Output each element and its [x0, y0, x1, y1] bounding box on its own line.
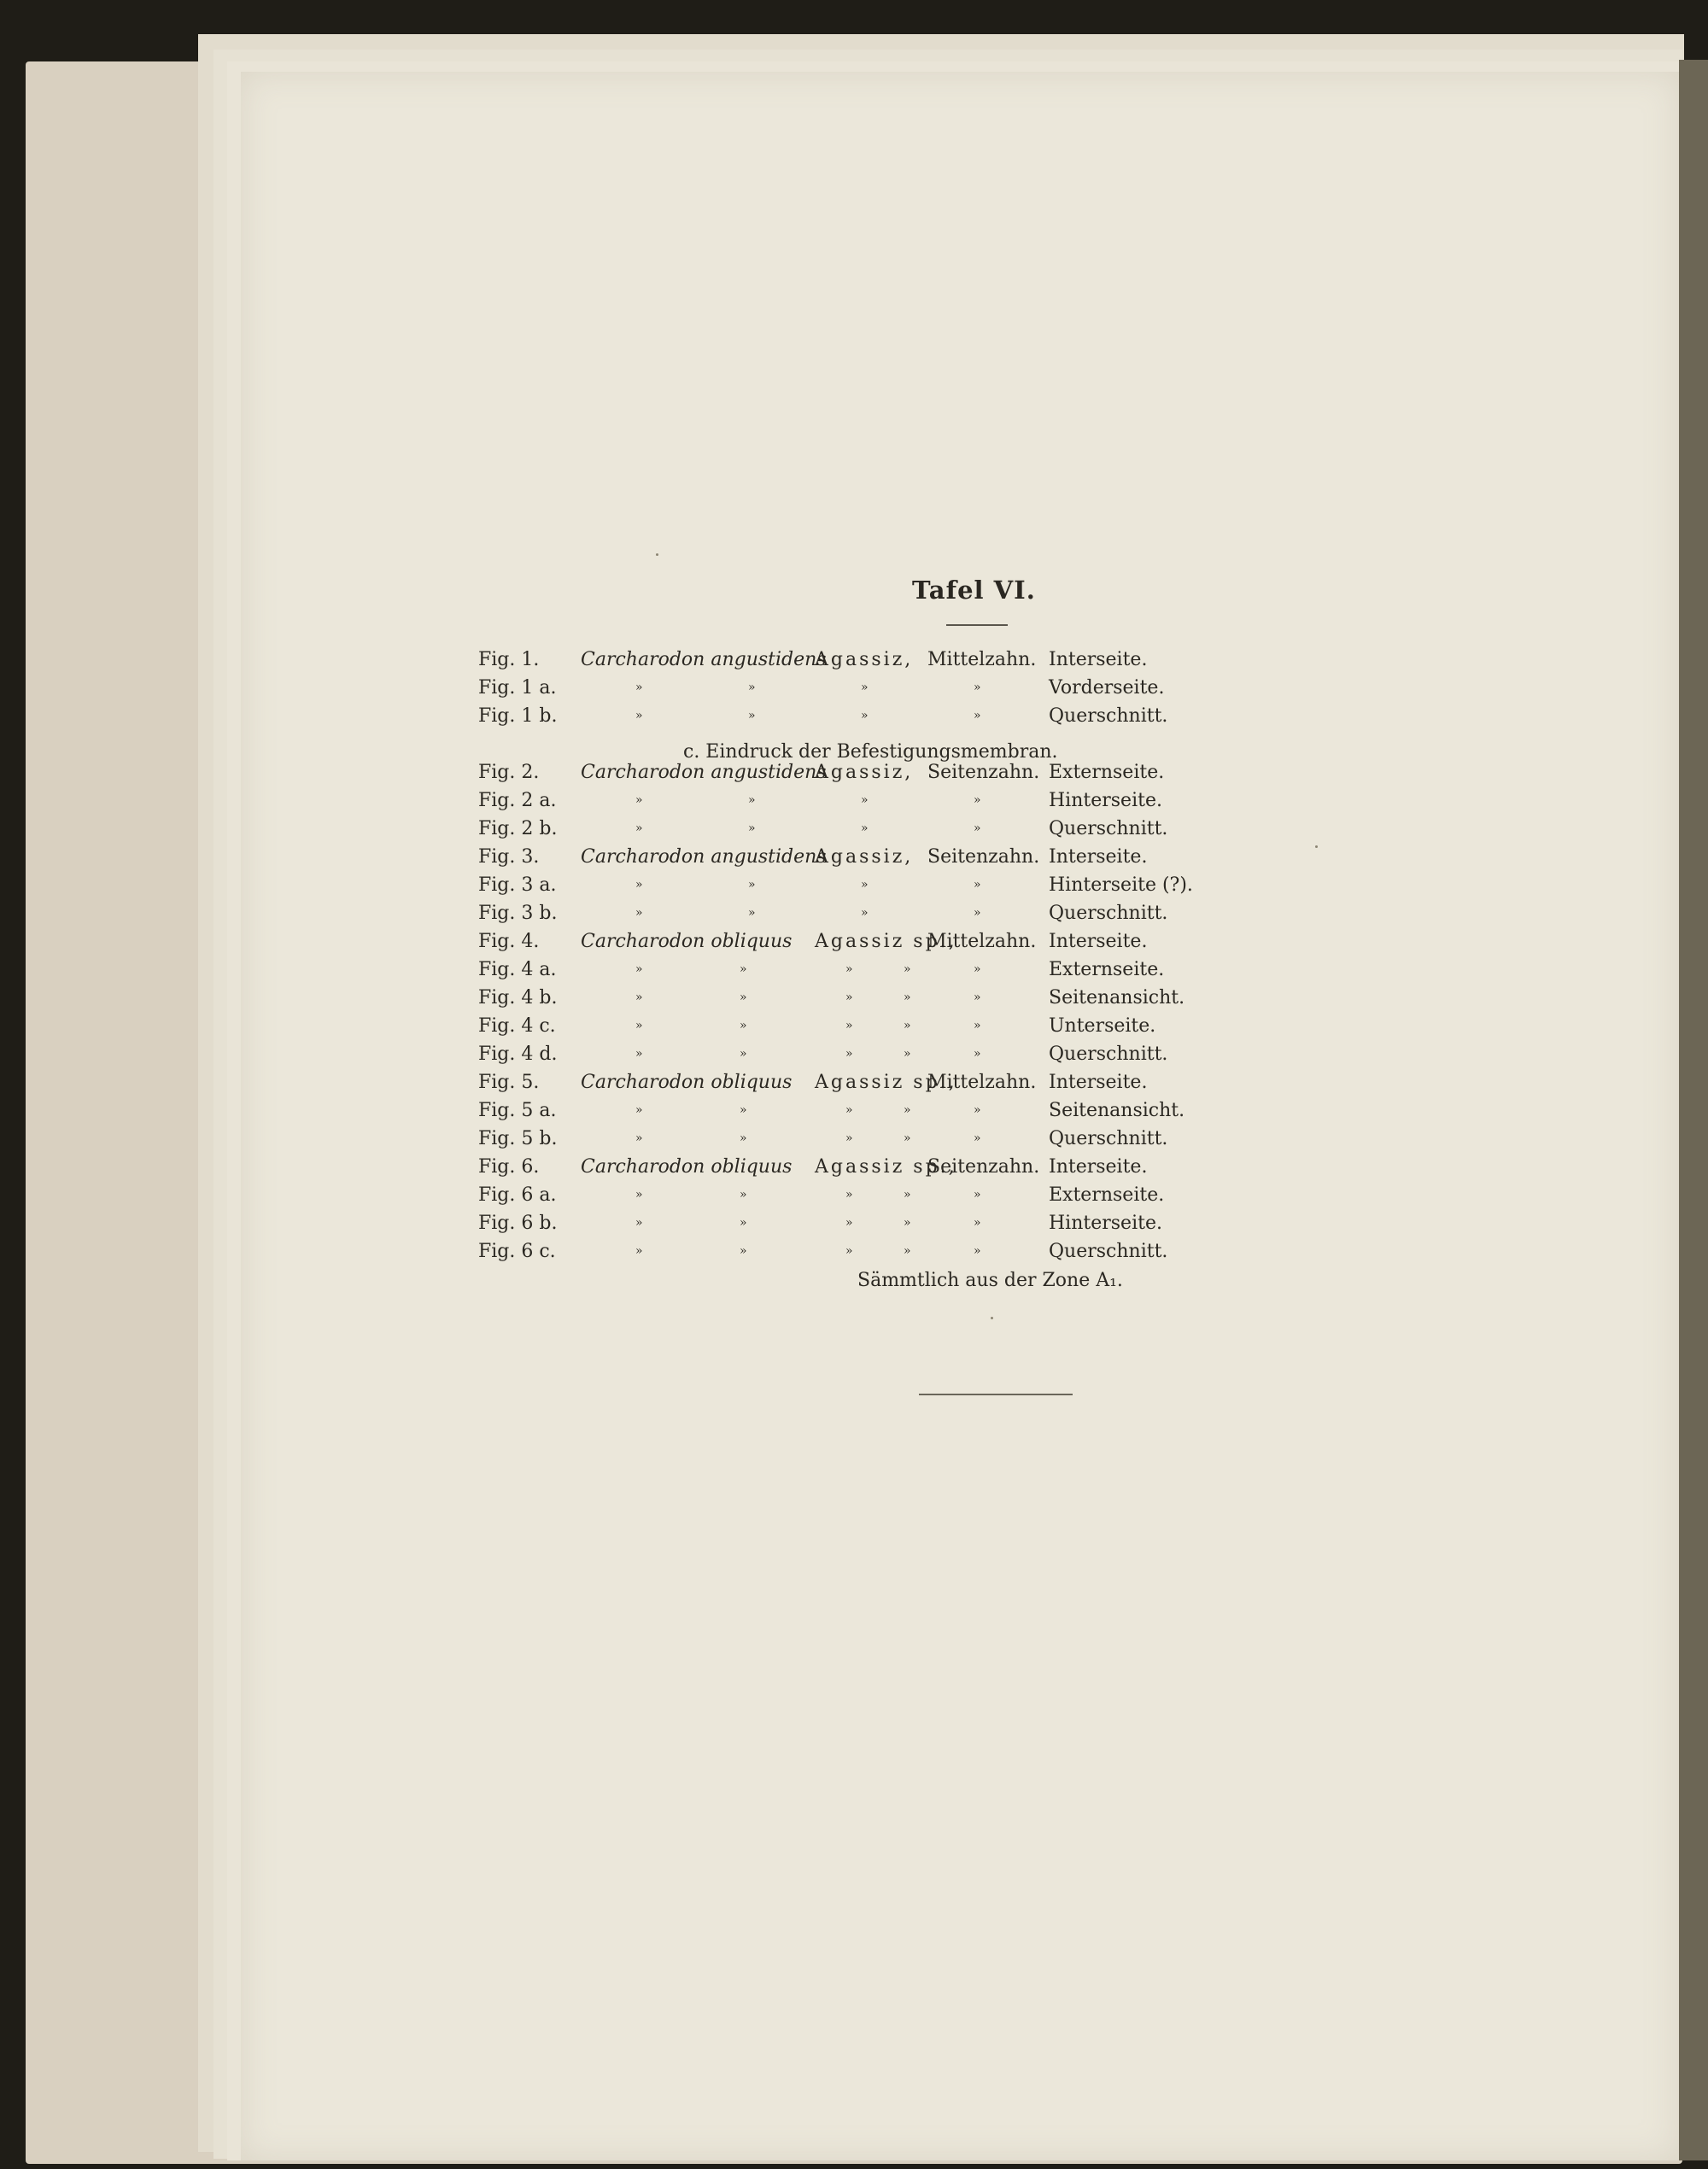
legend-view: Querschnitt. [1049, 1241, 1168, 1262]
ditto-mark: » [974, 1131, 981, 1145]
figure-number: Fig. 5 a. [478, 1100, 557, 1121]
ditto-mark: » [740, 1047, 747, 1061]
ditto-mark: » [635, 962, 643, 976]
legend-view: Querschnitt. [1049, 705, 1168, 727]
figure-number: Fig. 4 d. [478, 1044, 558, 1065]
legend-row [478, 1096, 1247, 1125]
figure-number: Fig. 2 a. [478, 790, 557, 811]
legend-tooth: Seitenzahn. [927, 762, 1040, 783]
legend-tooth: Mittelzahn. [927, 931, 1037, 952]
figure-number: Fig. 4. [478, 931, 540, 952]
ditto-mark: » [635, 991, 643, 1004]
legend-row [478, 646, 1247, 674]
ditto-mark: » [974, 1047, 981, 1061]
ditto-mark: » [845, 1019, 853, 1032]
figure-number: Fig. 1 b. [478, 705, 558, 727]
ditto-mark: » [974, 1244, 981, 1258]
ditto-mark: » [974, 793, 981, 807]
ditto-mark: » [904, 1103, 911, 1117]
legend-tooth: Mittelzahn. [927, 1072, 1037, 1093]
ditto-mark: » [974, 878, 981, 892]
legend-view: Externseite. [1049, 959, 1165, 980]
legend-species: Carcharodon angustidens [581, 846, 827, 868]
ditto-mark: » [861, 878, 869, 892]
legend-view: Seitenansicht. [1049, 1100, 1185, 1121]
ditto-mark: » [635, 1216, 643, 1230]
ditto-mark: » [974, 906, 981, 920]
legend-tooth: Mittelzahn. [927, 649, 1037, 670]
ditto-mark: » [635, 1131, 643, 1145]
legend-row [478, 674, 1247, 702]
paper-speck [656, 553, 658, 556]
ditto-mark: » [635, 709, 643, 722]
figure-number: Fig. 1 a. [478, 677, 557, 699]
legend-row [478, 786, 1247, 815]
legend-view: Hinterseite. [1049, 790, 1162, 811]
figure-number: Fig. 6. [478, 1156, 540, 1178]
ditto-mark: » [748, 793, 756, 807]
ditto-mark: » [845, 962, 853, 976]
ditto-mark: » [974, 709, 981, 722]
ditto-mark: » [740, 991, 747, 1004]
legend-row [478, 1153, 1247, 1181]
ditto-mark: » [904, 1244, 911, 1258]
ditto-mark: » [904, 1216, 911, 1230]
legend-row [478, 1237, 1247, 1266]
figure-number: Fig. 4 c. [478, 1015, 556, 1037]
ditto-mark: » [635, 1244, 643, 1258]
legend-species: Carcharodon angustidens [581, 649, 827, 670]
legend-view: Interseite. [1049, 1072, 1148, 1093]
ditto-mark: » [635, 681, 643, 694]
legend-view: Seitenansicht. [1049, 987, 1185, 1008]
legend-species: Carcharodon obliquus [581, 931, 793, 952]
legend-view: Interseite. [1049, 1156, 1148, 1178]
ditto-mark: » [845, 1188, 853, 1201]
legend-author: Agassiz sp., [815, 1156, 957, 1178]
ditto-mark: » [740, 1216, 747, 1230]
legend-author: Agassiz, [815, 762, 914, 783]
ditto-mark: » [740, 1188, 747, 1201]
legend-row [478, 1181, 1247, 1209]
legend-author: Agassiz, [815, 846, 914, 868]
ditto-mark: » [635, 793, 643, 807]
ditto-mark: » [740, 1131, 747, 1145]
legend-row [478, 871, 1247, 899]
plate-title: Tafel VI. [912, 576, 1036, 605]
ditto-mark: » [635, 821, 643, 835]
figure-number: Fig. 3 a. [478, 874, 557, 896]
legend-view: Hinterseite. [1049, 1213, 1162, 1234]
legend-row [478, 899, 1247, 927]
ditto-mark: » [635, 1103, 643, 1117]
ditto-mark: » [974, 681, 981, 694]
figure-number: Fig. 6 b. [478, 1213, 558, 1234]
ditto-mark: » [748, 709, 756, 722]
legend-view: Interseite. [1049, 649, 1148, 670]
ditto-mark: » [845, 1131, 853, 1145]
ditto-mark: » [748, 878, 756, 892]
ditto-mark: » [740, 962, 747, 976]
ditto-mark: » [974, 1216, 981, 1230]
zone-note: Sämmtlich aus der Zone A₁. [857, 1270, 1123, 1291]
legend-row [478, 956, 1247, 984]
ditto-mark: » [904, 962, 911, 976]
ditto-mark: » [635, 1188, 643, 1201]
figure-number: Fig. 2. [478, 762, 540, 783]
legend-author: Agassiz, [815, 649, 914, 670]
legend-tooth: Seitenzahn. [927, 846, 1040, 868]
legend-row [478, 815, 1247, 843]
legend-row [478, 1068, 1247, 1096]
ditto-mark: » [904, 1019, 911, 1032]
ditto-mark: » [904, 1188, 911, 1201]
figure-number: Fig. 5 b. [478, 1128, 558, 1149]
figure-number: Fig. 5. [478, 1072, 540, 1093]
ditto-mark: » [635, 1019, 643, 1032]
ditto-mark: » [845, 1244, 853, 1258]
ditto-mark: » [861, 709, 869, 722]
figure-number: Fig. 6 c. [478, 1241, 556, 1262]
legend-view: Querschnitt. [1049, 903, 1168, 924]
ditto-mark: » [861, 906, 869, 920]
ditto-mark: » [974, 1019, 981, 1032]
figure-legend-list [478, 646, 1247, 1266]
legend-author: Agassiz sp., [815, 1072, 957, 1093]
ditto-mark: » [904, 1131, 911, 1145]
legend-row [478, 984, 1247, 1012]
ditto-mark: » [861, 681, 869, 694]
figure-number: Fig. 3 b. [478, 903, 558, 924]
legend-view: Externseite. [1049, 762, 1165, 783]
legend-view: Querschnitt. [1049, 818, 1168, 839]
legend-view: Querschnitt. [1049, 1044, 1168, 1065]
legend-view: Querschnitt. [1049, 1128, 1168, 1149]
ditto-mark: » [974, 1188, 981, 1201]
ditto-mark: » [904, 991, 911, 1004]
legend-author: Agassiz sp., [815, 931, 957, 952]
ditto-mark: » [740, 1103, 747, 1117]
end-rule [919, 1394, 1073, 1395]
figure-number: Fig. 2 b. [478, 818, 558, 839]
ditto-mark: » [861, 821, 869, 835]
legend-view: Interseite. [1049, 931, 1148, 952]
title-rule [946, 624, 1008, 626]
legend-species: Carcharodon obliquus [581, 1156, 793, 1178]
legend-species: Carcharodon angustidens [581, 762, 827, 783]
paper-speck [1315, 845, 1318, 848]
paper-speck [991, 1317, 993, 1319]
ditto-mark: » [635, 1047, 643, 1061]
legend-row [478, 843, 1247, 871]
impression-note: c. Eindruck der Befestigungsmembran. [683, 741, 1058, 763]
ditto-mark: » [974, 1103, 981, 1117]
ditto-mark: » [748, 906, 756, 920]
ditto-mark: » [904, 1047, 911, 1061]
legend-tooth: Seitenzahn. [927, 1156, 1040, 1178]
ditto-mark: » [845, 1216, 853, 1230]
figure-number: Fig. 4 a. [478, 959, 557, 980]
legend-view: Interseite. [1049, 846, 1148, 868]
ditto-mark: » [845, 1103, 853, 1117]
legend-view: Unterseite. [1049, 1015, 1156, 1037]
figure-number: Fig. 6 a. [478, 1184, 557, 1206]
legend-view: Hinterseite (?). [1049, 874, 1193, 896]
ditto-mark: » [740, 1244, 747, 1258]
ditto-mark: » [635, 878, 643, 892]
legend-row [478, 1012, 1247, 1040]
ditto-mark: » [635, 906, 643, 920]
legend-species: Carcharodon obliquus [581, 1072, 793, 1093]
ditto-mark: » [974, 821, 981, 835]
ditto-mark: » [845, 991, 853, 1004]
legend-row [478, 1040, 1247, 1068]
ditto-mark: » [740, 1019, 747, 1032]
figure-number: Fig. 4 b. [478, 987, 558, 1008]
legend-row [478, 927, 1247, 956]
figure-number: Fig. 1. [478, 649, 540, 670]
ditto-mark: » [748, 821, 756, 835]
ditto-mark: » [974, 962, 981, 976]
ditto-mark: » [861, 793, 869, 807]
legend-row [478, 702, 1247, 730]
legend-view: Externseite. [1049, 1184, 1165, 1206]
legend-view: Vorderseite. [1049, 677, 1165, 699]
figure-number: Fig. 3. [478, 846, 540, 868]
ditto-mark: » [845, 1047, 853, 1061]
legend-row [478, 1209, 1247, 1237]
ditto-mark: » [974, 991, 981, 1004]
ditto-mark: » [748, 681, 756, 694]
legend-row [478, 1125, 1247, 1153]
